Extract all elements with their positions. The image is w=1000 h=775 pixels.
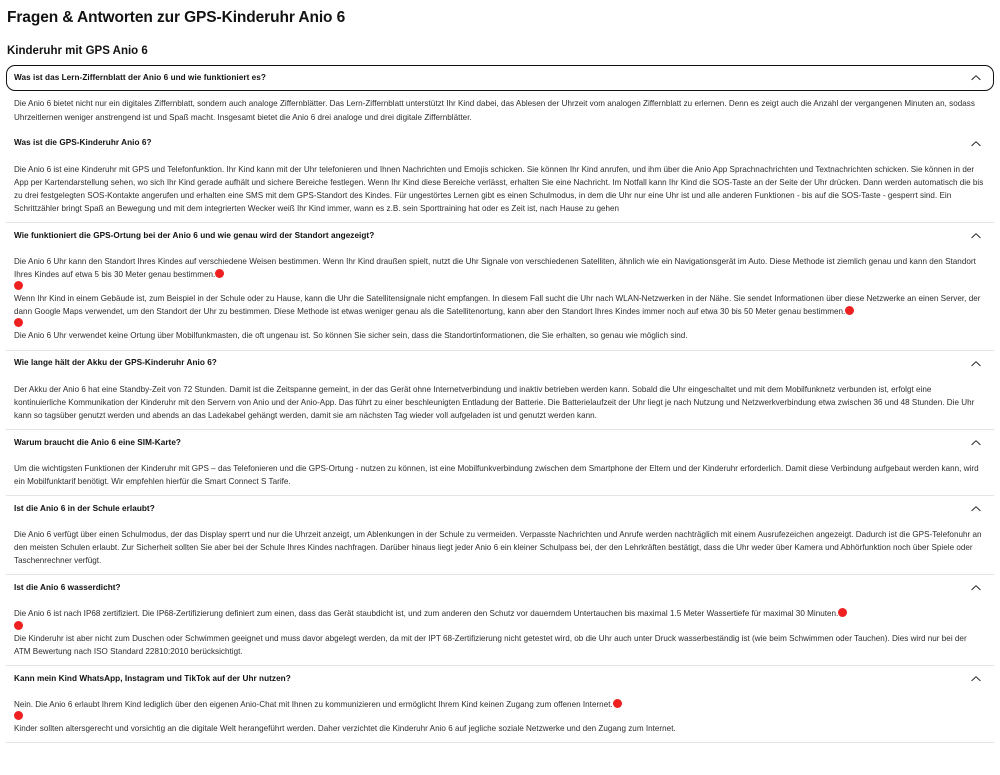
chevron-up-icon[interactable] bbox=[970, 437, 982, 449]
faq-answer-sim-karte bbox=[6, 456, 994, 495]
faq-answer-paragraph bbox=[14, 602, 986, 621]
faq-answer-paragraph bbox=[14, 250, 986, 282]
faq-item-social-apps bbox=[6, 666, 994, 743]
faq-item-wasserdicht bbox=[6, 575, 994, 665]
faq-question-text: Wie lange hält der Akku der GPS-Kinderuhr Anio 6? bbox=[14, 358, 217, 368]
faq-question-header-gps-ortung[interactable] bbox=[6, 223, 994, 249]
faq-answer-paragraph bbox=[14, 378, 986, 423]
faq-item-sim-karte bbox=[6, 430, 994, 496]
faq-question-header-was-ist-gps-kinderuhr[interactable] bbox=[6, 131, 994, 157]
faq-question-header-social-apps[interactable] bbox=[6, 666, 994, 692]
chevron-up-icon[interactable] bbox=[970, 138, 982, 150]
faq-answer-gps-ortung bbox=[6, 249, 994, 350]
faq-answer-paragraph bbox=[14, 92, 986, 124]
faq-item-gps-ortung bbox=[6, 223, 994, 351]
faq-question-text: Ist die Anio 6 in der Schule erlaubt? bbox=[14, 504, 155, 514]
faq-answer-akku bbox=[6, 377, 994, 429]
faq-item-akku bbox=[6, 351, 994, 430]
faq-page bbox=[0, 9, 1000, 743]
paragraph-text: Die Anio 6 ist eine Kinderuhr mit GPS und Telefonfunktion. Ihr Kind kann mit der Uhr telefonieren und Ihnen Nachrichten und Emojis schicken. Sie können Ihr Kind anrufen, und ihm über die Anio App Sprachnachrichten und Textnachrichten schicken. Sie können in der App per Kartendarstellung sehen, wo sich Ihr Kind gerade aufhält und sichere Bereiche festlegen. Wenn Ihr Kind diese Bereiche verlässt, erhalten Sie eine Nachricht. Im Notfall kann Ihr Kind die SOS-Taste an der Seite der Uhr drücken. Dann werden automatisch die bis zu drei festgelegten SOS-Kontakte angerufen und erhalten eine SMS mit dem GPS-Standort des Kindes. Für ungestörtes Lernen gibt es einen Schulmodus, in dem die Uhr nur eine Uhr ist und alle anderen Funktionen - bis auf die SOS-Taste - gesperrt sind. Ein Schrittzähler bringt Spaß an Bewegung und mit dem integrierten Wecker weiß Ihr Kind immer, wann es z.B. sein Sporttraining hat oder es Zeit ist, nach Hause zu gehen bbox=[14, 164, 984, 213]
faq-answer-paragraph bbox=[14, 158, 986, 216]
faq-answer-paragraph bbox=[14, 693, 986, 712]
faq-answer-lern-ziffernblatt bbox=[6, 91, 994, 130]
chevron-up-icon[interactable] bbox=[970, 503, 982, 515]
faq-answer-schule bbox=[6, 522, 994, 574]
faq-question-header-akku[interactable] bbox=[6, 351, 994, 377]
faq-answer-paragraph bbox=[14, 629, 986, 659]
faq-answer-social-apps bbox=[6, 692, 994, 742]
paragraph-text: Die Kinderuhr ist aber nicht zum Duschen oder Schwimmen geeignet und muss davor abgelegt werden, da mit der IPT 68-Zertifizierung nicht getestet wird, ob die Uhr auch unter Druck wasserbeständig ist (wie beim Schwimmen oder Tauchen). Dies wird nur bei der ATM Bewertung nach ISO Standard 22810:2010 berücksichtigt. bbox=[14, 633, 967, 656]
faq-question-header-lern-ziffernblatt[interactable] bbox=[6, 65, 994, 91]
red-marker-dot-icon bbox=[838, 608, 847, 617]
chevron-up-icon[interactable] bbox=[970, 582, 982, 594]
faq-question-text: Kann mein Kind WhatsApp, Instagram und TikTok auf der Uhr nutzen? bbox=[14, 673, 291, 683]
paragraph-text: Nein. Die Anio 6 erlaubt Ihrem Kind lediglich über den eigenen Anio-Chat mit Ihnen zu kommunizieren und ermöglicht Ihrem Kind keinen Zugang zum offenen Internet. bbox=[14, 699, 613, 709]
paragraph-text: Die Anio 6 bietet nicht nur ein digitales Ziffernblatt, sondern auch analoge Ziffernblätter. Das Lern-Ziffernblatt unterstützt Ihr Kind dabei, das Ablesen der Uhrzeit vom analogen Ziffernblatt zu erlernen. Denn es zeigt auch die Anzahl der vergangenen Minuten an, sodass Uhrzeitlernen weniger anstrengend ist und Spaß macht. Insgesamt bietet die Anio 6 drei analoge und drei digitale Ziffernblätter. bbox=[14, 99, 975, 122]
faq-question-header-wasserdicht[interactable] bbox=[6, 575, 994, 601]
paragraph-text: Wenn Ihr Kind in einem Gebäude ist, zum Beispiel in der Schule oder zu Hause, kann die Uhr die Satellitensignale nicht empfangen. In diesem Fall sucht die Uhr nach WLAN-Netzwerken in der Nähe. Sie sendet Informationen über diese Netzwerke an einen Server, der dann Google Maps verwendet, um den Standort der Uhr zu bestimmen. Diese Methode ist etwas weniger genau als die Satellitenortung, kann aber den Standort Ihres Kindes immer noch auf etwa 30 bis 50 Meter genau bestimmen. bbox=[14, 294, 981, 317]
red-marker-dot-icon bbox=[613, 699, 622, 708]
faq-answer-paragraph bbox=[14, 326, 986, 343]
faq-question-text: Wie funktioniert die GPS-Ortung bei der Anio 6 und wie genau wird der Standort angezeigt? bbox=[14, 230, 375, 240]
paragraph-text: Die Anio 6 Uhr kann den Standort Ihres Kindes auf verschiedene Weisen bestimmen. Wenn Ihr Kind draußen spielt, nutzt die Uhr Signale von verschiedenen Satelliten, ähnlich wie ein Navigationsgerät im Auto. Diese Methode ist ziemlich genau und kann den Standort Ihres Kindes auf etwa 5 bis 30 Meter genau bestimmen. bbox=[14, 257, 976, 280]
faq-question-text: Was ist das Lern-Ziffernblatt der Anio 6 und wie funktioniert es? bbox=[14, 73, 266, 83]
chevron-up-icon[interactable] bbox=[970, 673, 982, 685]
faq-item-lern-ziffernblatt bbox=[6, 65, 994, 130]
page-title: Fragen & Antworten zur GPS-Kinderuhr Anio 6 bbox=[7, 9, 346, 26]
paragraph-text: Der Akku der Anio 6 hat eine Standby-Zeit von 72 Stunden. Damit ist die Zeitspanne gemeint, in der das Gerät ohne Internetverbindung und inaktiv betrieben werden kann. Sobald die Uhr eingeschaltet und mit dem Mobilfunknetz verbunden ist, erfolgt eine kontinuierliche Kommunikation der Kinderuhr mit den Servern von Anio und der Anio-App. Das führt zu einer beschleunigten Entladung der Batterie. Die Batterielaufzeit der Uhr liegt je nach Nutzung und Netzwerkverbindung etwa zwischen 36 und 48 Stunden. Die Uhr kann so tagsüber genutzt werden und abends an das Ladekabel gehängt werden, damit sie am nächsten Tag wieder voll aufgeladen ist und genutzt werden kann. bbox=[14, 384, 975, 420]
faq-accordion bbox=[6, 65, 994, 743]
faq-question-header-sim-karte[interactable] bbox=[6, 430, 994, 456]
faq-answer-paragraph bbox=[14, 289, 986, 319]
faq-question-header-schule[interactable] bbox=[6, 496, 994, 522]
faq-question-text: Was ist die GPS-Kinderuhr Anio 6? bbox=[14, 138, 152, 148]
chevron-up-icon[interactable] bbox=[970, 72, 982, 84]
faq-item-was-ist-gps-kinderuhr bbox=[6, 131, 994, 223]
faq-question-text: Ist die Anio 6 wasserdicht? bbox=[14, 583, 121, 593]
faq-answer-paragraph bbox=[14, 457, 986, 489]
section-title: Kinderuhr mit GPS Anio 6 bbox=[7, 44, 148, 57]
red-marker-dot-icon bbox=[215, 269, 224, 278]
chevron-up-icon[interactable] bbox=[970, 358, 982, 370]
faq-answer-was-ist-gps-kinderuhr bbox=[6, 157, 994, 222]
faq-question-text: Warum braucht die Anio 6 eine SIM-Karte? bbox=[14, 437, 181, 447]
faq-answer-paragraph bbox=[14, 719, 986, 736]
paragraph-text: Die Anio 6 Uhr verwendet keine Ortung über Mobilfunkmasten, die oft ungenau ist. So können Sie sicher sein, dass die Standortinformationen, die Sie erhalten, so genau wie möglich sind. bbox=[14, 331, 688, 341]
paragraph-text: Die Anio 6 ist nach IP68 zertifiziert. Die IP68-Zertifizierung definiert zum einen, dass das Gerät staubdicht ist, und zum anderen den Schutz vor dauerndem Untertauchen bis maximal 1.5 Meter Wassertiefe für maximal 30 Minuten. bbox=[14, 609, 839, 619]
paragraph-text: Um die wichtigsten Funktionen der Kinderuhr mit GPS – das Telefonieren und die GPS-Ortung - nutzen zu können, ist eine Mobilfunkverbindung zwischen dem Smartphone der Eltern und der Kinderuhr erforderlich. Damit diese Verbindung aufgebaut werden kann, wird ein Mobilfunktarif benötigt. Wir empfehlen hierfür die Smart Connect S Tarife. bbox=[14, 463, 979, 487]
faq-item-schule bbox=[6, 496, 994, 575]
red-marker-dot-icon bbox=[845, 306, 854, 315]
paragraph-text: Kinder sollten altersgerecht und vorsichtig an die digitale Welt herangeführt werden. Daher verzichtet die Kinderuhr Anio 6 auf jegliche soziale Netzwerke und den Zugang zum Internet. bbox=[14, 723, 676, 733]
chevron-up-icon[interactable] bbox=[970, 230, 982, 242]
faq-answer-wasserdicht bbox=[6, 601, 994, 664]
paragraph-text: Die Anio 6 verfügt über einen Schulmodus, der das Display sperrt und nur die Uhrzeit anzeigt, um Ablenkungen in der Schule zu vermeiden. Verpasste Nachrichten und Anrufe werden nachträglich mit einem Ausrufezeichen angezeigt. Dadurch ist die GPS-Telefonuhr an den meisten Schulen erlaubt. Zur Sicherheit sollten Sie aber bei der Schule Ihres Kindes nachfragen. Darüber hinaus liegt jeder Anio 6 ein kleiner Schulpass bei, der den Lehrkräften bestätigt, dass die Uhr weder über Kamera und Abhörfunktion noch über Spiele oder Taschenrechner verfügt. bbox=[14, 530, 982, 566]
faq-answer-paragraph bbox=[14, 523, 986, 568]
